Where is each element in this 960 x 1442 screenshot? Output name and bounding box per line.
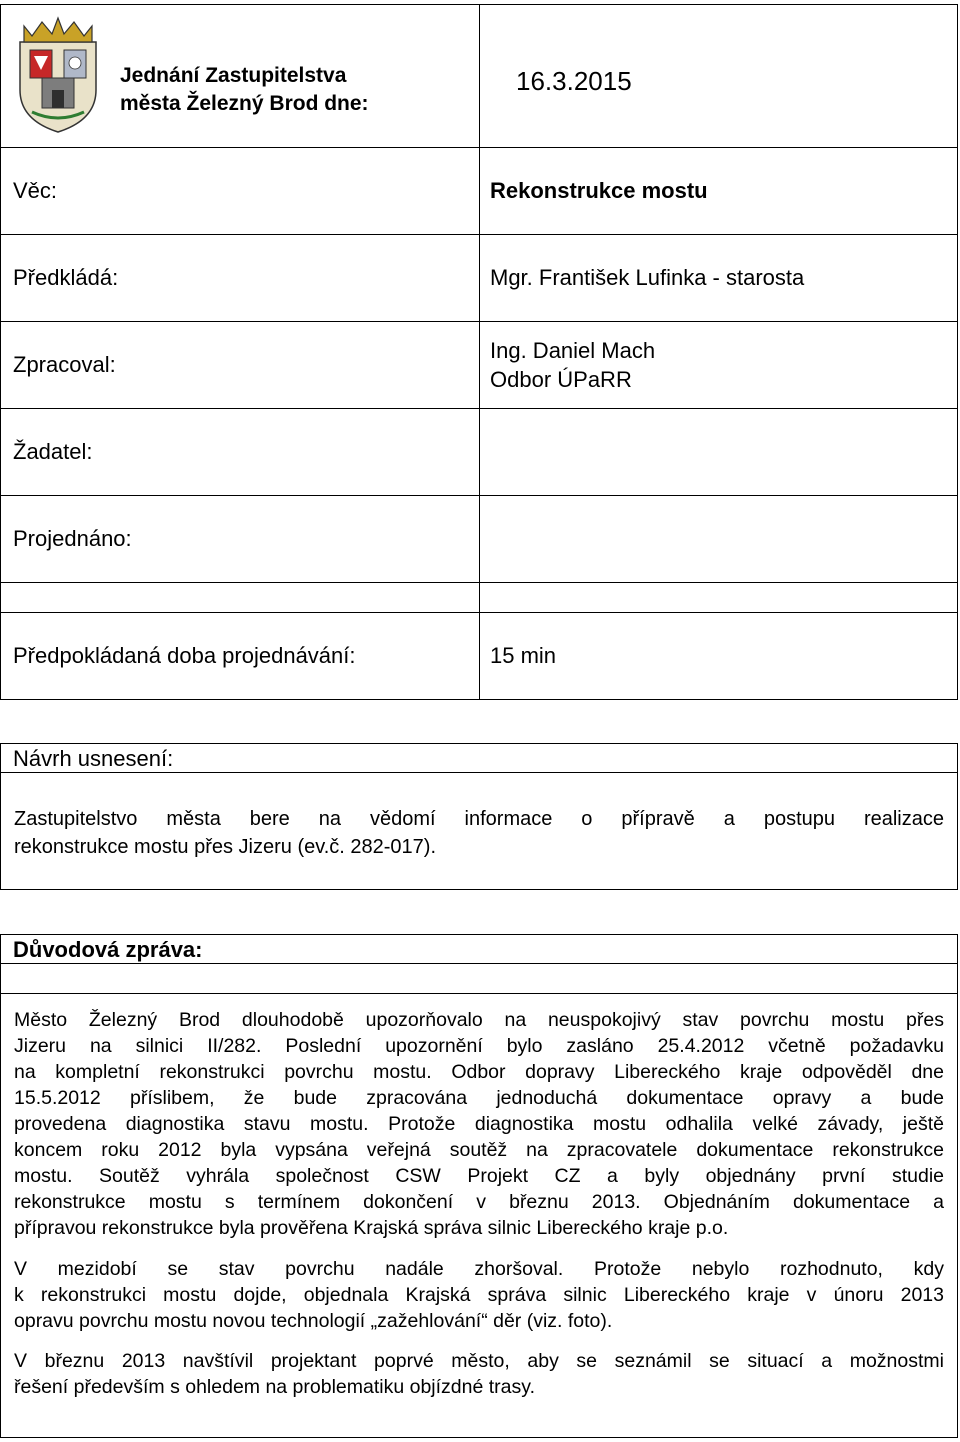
- duration-value: 15 min: [490, 643, 557, 668]
- report-p1-line-6: koncem roku 2012 byla vypsána veřejná soutěž na zpracovatele dokumentace rekonstrukce: [14, 1139, 944, 1161]
- report-p1-line-2: Jizeru na silnici II/282. Poslední upozornění bylo zasláno 25.4.2012 včetně požadavku: [14, 1035, 944, 1057]
- meeting-title: [120, 62, 369, 118]
- row-discussed-value-cell: [479, 495, 958, 583]
- applicant-label: Žadatel:: [13, 439, 93, 464]
- processed-value-line2: Odbor ÚPaRR: [490, 367, 632, 392]
- processed-label: Zpracoval:: [13, 352, 116, 377]
- submitter-value: Mgr. František Lufinka - starosta: [490, 265, 805, 290]
- submitter-label: Předkládá:: [13, 265, 119, 290]
- row-processed-value-cell: [479, 321, 958, 409]
- report-p2-line-3: opravu povrchu mostu novou technologií „zažehlování“ děr (viz. foto).: [14, 1310, 613, 1332]
- report-paragraph-2: [14, 1256, 944, 1334]
- meeting-title-line2: města Železný Brod dne:: [120, 92, 369, 115]
- resolution-line-2: rekonstrukce mostu přes Jizeru (ev.č. 282-017).: [14, 836, 437, 858]
- report-p1-line-4: 15.5.2012 příslibem, že bude zpracována jednoduchá dokumentace opravy a bude: [14, 1087, 944, 1109]
- report-p1-line-7: mostu. Soutěž vyhrála společnost CSW Projekt CZ a byly objednány první studie: [14, 1165, 944, 1187]
- report-paragraph-3: [14, 1348, 944, 1400]
- report-divider-top: [0, 963, 958, 964]
- town-crest-icon: [12, 12, 104, 134]
- subject-value: Rekonstrukce mostu: [490, 178, 708, 203]
- report-p1-line-5: provedena diagnostika stavu mostu. Protože diagnostika mostu odhalila velké závady, ještě: [14, 1113, 944, 1135]
- row-subject-label-cell: [0, 147, 480, 235]
- duration-label: Předpokládaná doba projednávání:: [13, 643, 356, 668]
- row-applicant-value-cell: [479, 408, 958, 496]
- resolution-divider: [0, 772, 958, 773]
- resolution-line-1: Zastupitelstvo města bere na vědomí informace o přípravě a postupu realizace: [14, 808, 944, 830]
- report-p2-line-1: V mezidobí se stav povrchu nadále zhoršoval. Protože nebylo rozhodnuto, kdy: [14, 1258, 944, 1280]
- report-p1-line-9: přípravou rekonstrukce byla prověřena Krajská správa silnic Libereckého kraje p.o.: [14, 1217, 729, 1239]
- meeting-date: 16.3.2015: [516, 66, 632, 96]
- report-p1-line-1: Město Železný Brod dlouhodobě upozorňovalo na neuspokojivý stav povrchu mostu přes: [14, 1009, 944, 1031]
- row-spacer-left-cell: [0, 582, 480, 613]
- processed-value-line1: Ing. Daniel Mach: [490, 338, 656, 363]
- resolution-heading: Návrh usnesení:: [13, 746, 174, 771]
- report-p3-line-1: V březnu 2013 navštívil projektant poprvé město, aby se seznámil se situací a možnostmi: [14, 1350, 944, 1372]
- report-p1-line-8: rekonstrukce mostu s termínem dokončení v březnu 2013. Objednáním dokumentace a: [14, 1191, 944, 1213]
- report-divider-bottom: [0, 993, 958, 994]
- report-paragraph-1: [14, 1007, 944, 1241]
- report-heading: Důvodová zpráva:: [13, 937, 203, 962]
- row-spacer-right-cell: [479, 582, 958, 613]
- report-p1-line-3: na kompletní rekonstrukci povrchu mostu. Odbor dopravy Libereckého kraje odpověděl dne: [14, 1061, 944, 1083]
- report-p3-line-2: řešení především s ohledem na problematiku objízdné trasy.: [14, 1376, 535, 1398]
- subject-label: Věc:: [13, 178, 58, 203]
- discussed-label: Projednáno:: [13, 526, 132, 551]
- report-p2-line-2: k rekonstrukci mostu dojde, objednala Krajská správa silnic Libereckého kraje v únoru 2013: [14, 1284, 944, 1306]
- resolution-text: [14, 805, 944, 861]
- meeting-title-line1: Jednání Zastupitelstva: [120, 64, 347, 87]
